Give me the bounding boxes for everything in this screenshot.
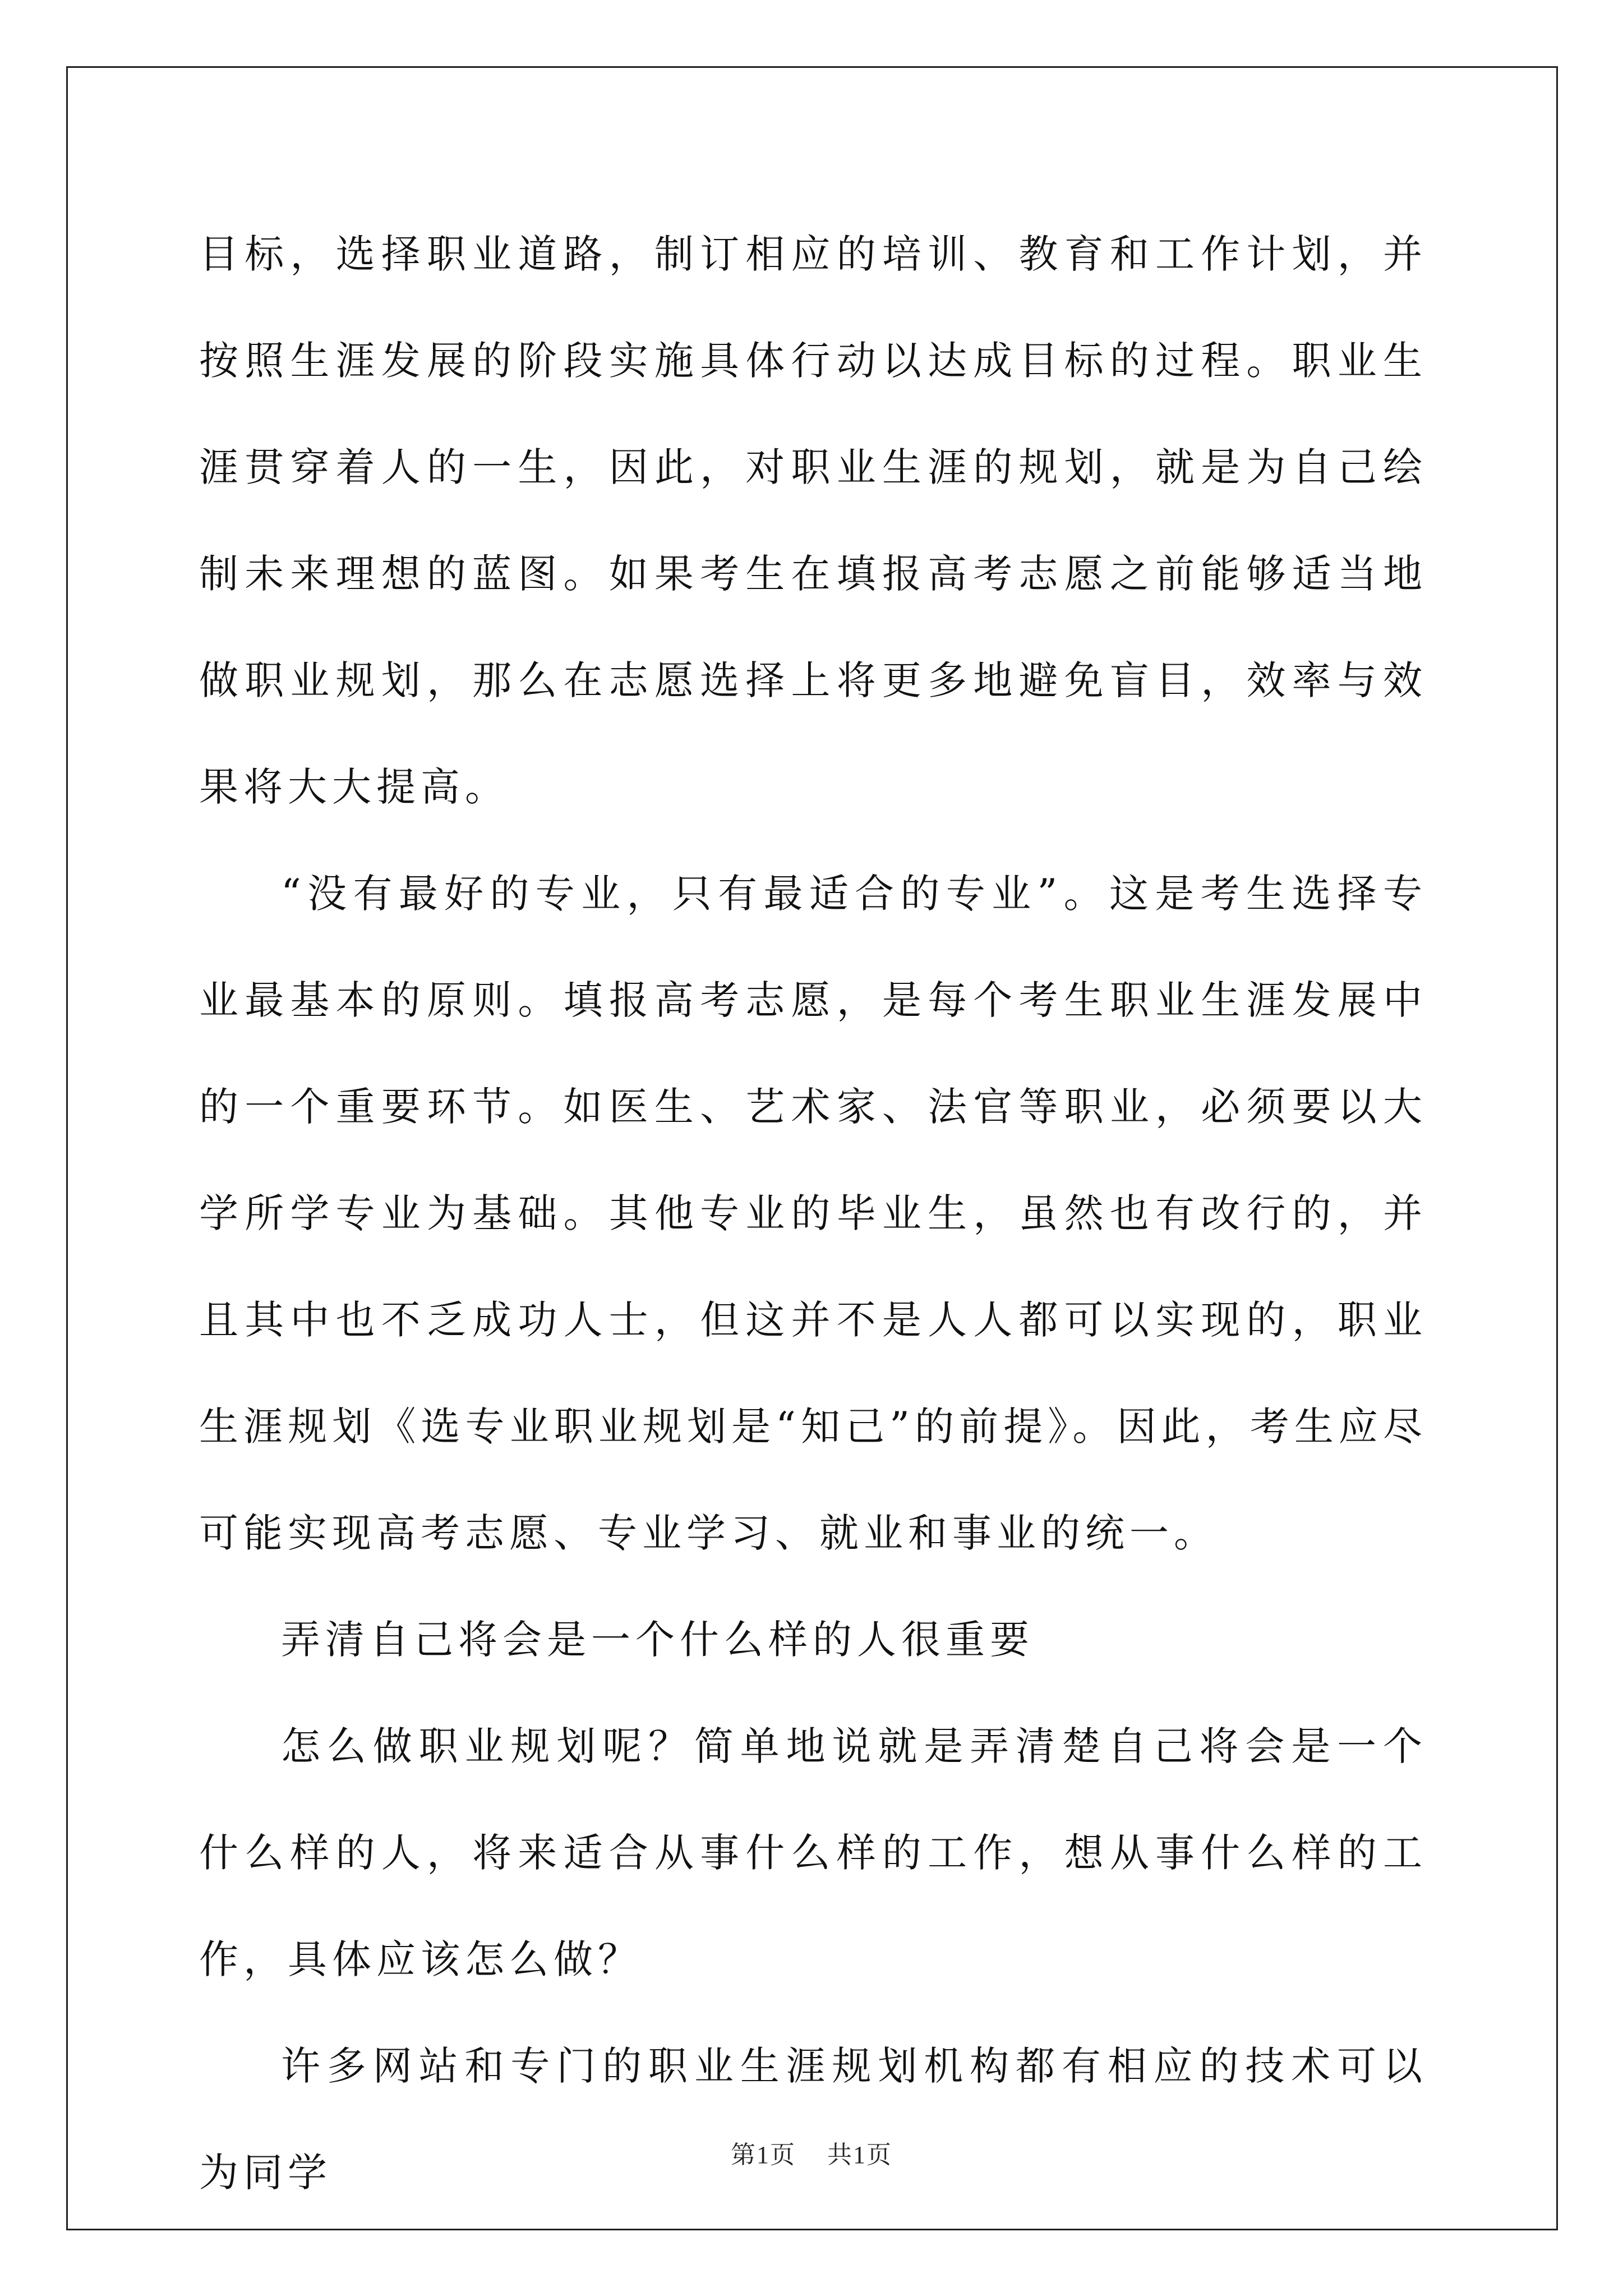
paragraph-4: 怎么做职业规划呢？简单地说就是弄清楚自己将会是一个什么样的人，将来适合从事什么样的工作，想从事什么样的工作，具体应该怎么做？ bbox=[199, 1723, 1427, 1982]
paragraph-1: 目标，选择职业道路，制订相应的培训、教育和工作计划，并按照生涯发展的阶段实施具体行动以达成目标的过程。职业生涯贯穿着人的一生，因此，对职业生涯的规划，就是为自己绘制未来理想的蓝图。如果考生在填报高考志愿之前能够适当地做职业规划，那么在志愿选择上将更多地避免盲目，效率与效果将大大提高。 bbox=[199, 231, 1427, 810]
paragraph-2: “没有最好的专业，只有最适合的专业”。这是考生选择专业最基本的原则。填报高考志愿，是每个考生职业生涯发展中的一个重要环节。如医生、艺术家、法官等职业，必须要以大学所学专业为基础。其他专业的毕业生，虽然也有改行的，并且其中也不乏成功人士，但这并不是人人都可以实现的，职业生涯规划《选专业职业规划是“知己”的前提》。因此，考生应尽可能实现高考志愿、专业学习、就业和事业的统一。 bbox=[199, 871, 1427, 1556]
section-heading: 弄清自己将会是一个什么样的人很重要 bbox=[281, 1617, 1034, 1663]
page-total: 共1页 bbox=[827, 2141, 892, 2169]
document-body bbox=[199, 201, 1427, 2226]
page-number: 第1页 bbox=[731, 2141, 796, 2169]
paragraph-5: 许多网站和专门的职业生涯规划机构都有相应的技术可以为同学 bbox=[199, 2043, 1427, 2196]
page-footer bbox=[0, 2134, 1623, 2170]
